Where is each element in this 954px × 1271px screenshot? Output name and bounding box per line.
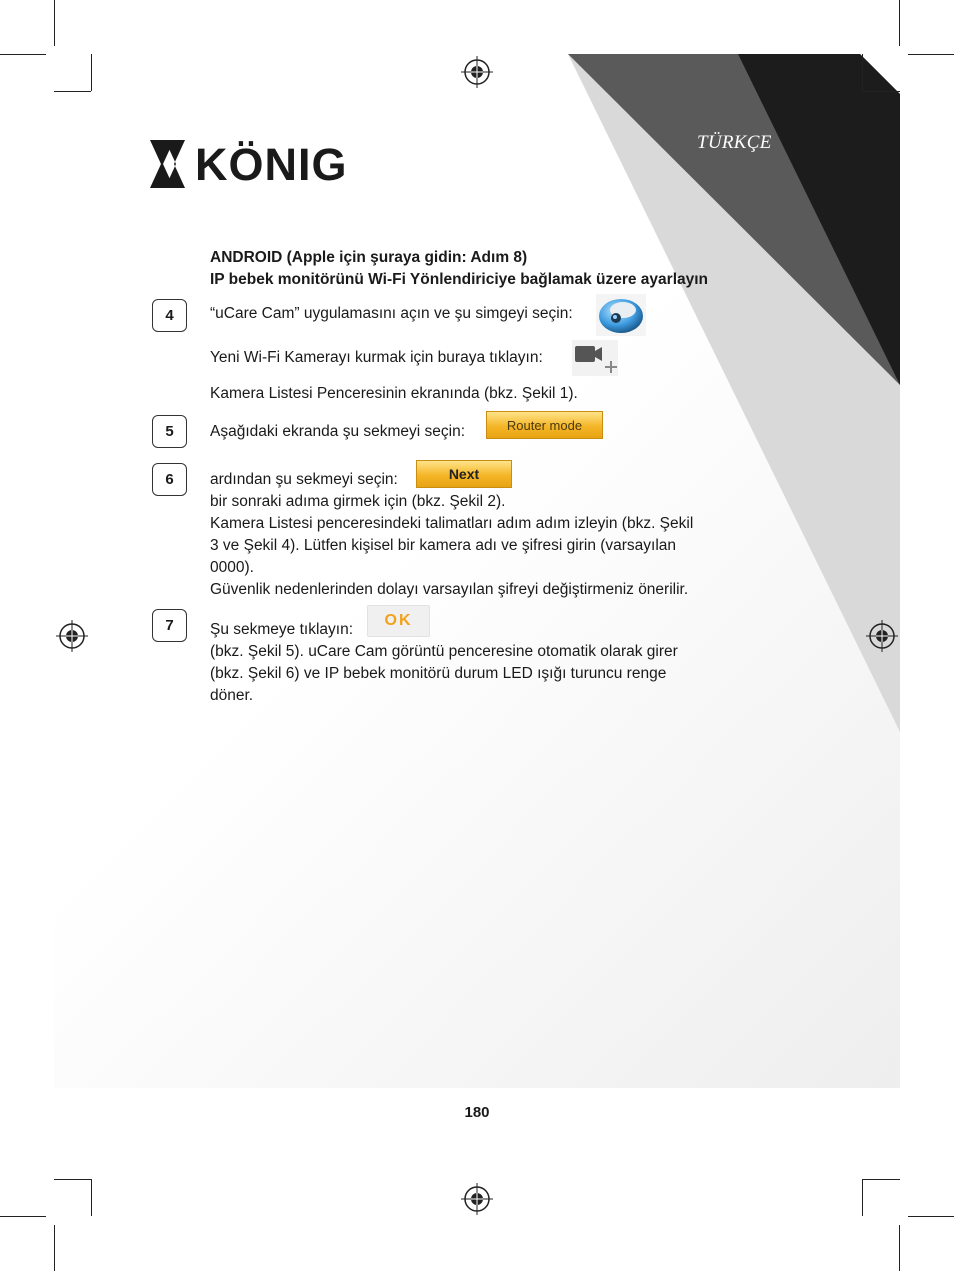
section-heading xyxy=(210,247,708,291)
step-5-line-1: Aşağıdaki ekranda şu sekmeyi seçin: xyxy=(210,423,466,440)
step-6-line-1: ardından şu sekmeyi seçin: xyxy=(210,471,398,488)
ok-button[interactable]: OK xyxy=(367,605,430,637)
step-7-line-3: (bkz. Şekil 6) ve IP bebek monitörü durum LED ışığı turuncu renge xyxy=(210,665,667,682)
registration-mark-icon xyxy=(461,1183,493,1215)
registration-mark-icon xyxy=(56,620,88,652)
language-tab: TÜRKÇE xyxy=(697,132,772,153)
step-number-7: 7 xyxy=(152,609,187,642)
heading-line-2: IP bebek monitörünü Wi-Fi Yönlendiriciye bağlamak üzere ayarlayın xyxy=(210,271,709,288)
add-camera-icon[interactable] xyxy=(572,340,618,376)
step-4-line-2: Yeni Wi-Fi Kamerayı kurmak için buraya tıklayın: xyxy=(210,349,543,366)
step-7-line-2: (bkz. Şekil 5). uCare Cam görüntü penceresine otomatik olarak girer xyxy=(210,643,678,660)
step-4-line-3: Kamera Listesi Penceresinin ekranında (bkz. Şekil 1). xyxy=(210,385,578,402)
router-mode-button[interactable]: Router mode xyxy=(486,411,603,439)
next-button[interactable]: Next xyxy=(416,460,512,488)
step-7-line-4: döner. xyxy=(210,687,254,704)
step-number-5: 5 xyxy=(152,415,187,448)
konig-logo xyxy=(147,136,357,192)
step-number-6: 6 xyxy=(152,463,187,496)
step-7-line-1: Şu sekmeye tıklayın: xyxy=(210,621,354,638)
step-6-line-4: 3 ve Şekil 4). Lütfen kişisel bir kamera adı ve şifresi girin (varsayılan xyxy=(210,537,677,554)
step-6-line-5: 0000). xyxy=(210,559,254,576)
step-6-line-2: bir sonraki adıma girmek için (bkz. Şekil 2). xyxy=(210,493,506,510)
step-6-line-6: Güvenlik nedenlerinden dolayı varsayılan şifreyi değiştirmeniz önerilir. xyxy=(210,581,689,598)
ucare-cam-app-icon[interactable] xyxy=(596,294,646,336)
registration-mark-icon xyxy=(461,56,493,88)
heading-line-1: ANDROID (Apple için şuraya gidin: Adım 8) xyxy=(210,249,528,266)
step-number-4: 4 xyxy=(152,299,187,332)
page-number: 180 xyxy=(464,1104,490,1121)
step-4-line-1: “uCare Cam” uygulamasını açın ve şu simgeyi seçin: xyxy=(210,305,573,322)
registration-mark-icon xyxy=(866,620,898,652)
step-6-line-3: Kamera Listesi penceresindeki talimatları adım adım izleyin (bkz. Şekil xyxy=(210,515,694,532)
logo-text: KÖNIG xyxy=(195,139,348,190)
